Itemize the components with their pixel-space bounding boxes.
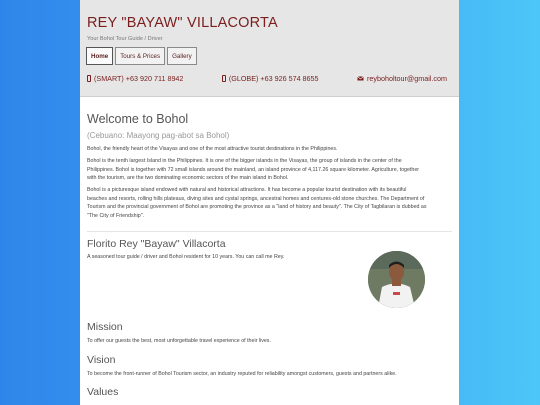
- welcome-subtitle: (Cebuano: Maayong pag-abot sa Bohol): [87, 131, 230, 140]
- profile-text: A seasoned tour guide / driver and Bohol resident for 10 years. You can call me Rey.: [87, 254, 285, 260]
- vision-heading: Vision: [87, 354, 116, 366]
- main-nav: [86, 47, 197, 65]
- nav-home[interactable]: Home: [86, 47, 113, 65]
- avatar: [368, 251, 425, 308]
- vision-text: To become the front-runner of Bohol Tourism sector, an industry reputed for reliability amongst customers, guests and partners alike.: [87, 371, 397, 377]
- welcome-heading: Welcome to Bohol: [87, 112, 189, 126]
- welcome-paragraph-1: Bohol, the friendly heart of the Visayas and one of the most attractive tourist destinations in the Philippines.: [87, 146, 338, 152]
- mission-text: To offer our guests the best, most unforgettable travel experience of their lives.: [87, 338, 271, 344]
- contact-smart[interactable]: [87, 74, 183, 83]
- contact-smart-number: (SMART) +63 920 711 8942: [94, 74, 184, 83]
- welcome-paragraph-3: Bohol is a picturesque island endowed with natural and historical attractions. It has become a popular tourist destination with its beautiful beaches and resorts, rolling hills plateaus, diving sites and cystal springs, ancestral homes and centures-old stone churches. The Department of Tourism and the provincial government of Bohol are promoting the province as a "land of history and beauty". The City of Tagbilaran is dubbed as "The City of Friendship".: [87, 187, 427, 219]
- welcome-paragraph-2: Bohol is the tenth largest Island in the Philippines. It is one of the bigger islands in the Visayas, the group of islands in the center of the Philippines. Bohol is together with 72 small islands around the mainland, an island province of 4,117.26 square kilometer. Agriculture, together with the tourism, are the two dominating economic sectors of the main island in Bohol.: [87, 158, 420, 181]
- contact-globe-number: (GLOBE) +63 926 574 8655: [228, 74, 319, 83]
- page-container: [80, 0, 459, 405]
- nav-gallery[interactable]: Gallery: [167, 47, 197, 65]
- phone-icon: [87, 75, 91, 82]
- site-header: [80, 0, 459, 97]
- contact-bar: [87, 74, 447, 83]
- profile-heading: Florito Rey "Bayaw" Villacorta: [87, 238, 226, 250]
- contact-globe[interactable]: [222, 74, 319, 83]
- phone-icon: [222, 75, 226, 82]
- site-tagline: Your Bohol Tour Guide / Driver: [87, 36, 163, 42]
- site-title[interactable]: REY "BAYAW" VILLACORTA: [87, 15, 278, 31]
- mission-heading: Mission: [87, 321, 123, 333]
- contact-email-address: reyboholtour@gmail.com: [366, 74, 447, 83]
- section-divider: [87, 231, 452, 232]
- values-heading: Values: [87, 386, 119, 398]
- nav-tours-prices[interactable]: Tours & Prices: [115, 47, 165, 65]
- avatar-photo: [368, 251, 425, 308]
- mail-icon: [357, 76, 364, 81]
- contact-email[interactable]: [357, 74, 447, 83]
